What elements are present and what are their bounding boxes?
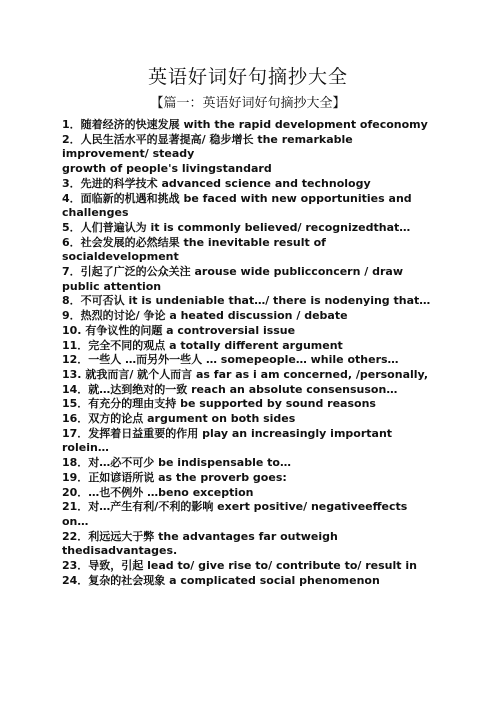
- text-line: 5．人们普遍认为 it is commonly believed/ recognizedthat…: [62, 220, 411, 234]
- text-line: growth of people's livingstandard: [62, 162, 272, 176]
- text-line: rolein…: [62, 441, 109, 455]
- text-line: 1．随着经济的快速发展 with the rapid development ofeconomy: [62, 118, 428, 131]
- text-line: 11．完全不同的观点 a totally different argument: [62, 338, 343, 352]
- text-line: 20．…也不例外 …beno exception: [62, 485, 254, 499]
- text-line: 14．就…达到绝对的一致 reach an absolute consensuson…: [62, 382, 398, 396]
- text-line: 2．人民生活水平的显著提高/ 稳步增长 the remarkable: [62, 132, 353, 146]
- text-line: 19．正如谚语所说 as the proverb goes:: [62, 470, 287, 484]
- text-line: 8．不可否认 it is undeniable that…/ there is nodenying that…: [62, 294, 431, 308]
- text-line: 3．先进的科学技术 advanced science and technology: [62, 176, 371, 190]
- text-line: 7．引起了广泛的公众关注 arouse wide publicconcern / draw: [62, 265, 403, 279]
- document-title: 英语好词好句摘抄大全: [147, 66, 348, 88]
- text-line: on…: [62, 514, 89, 528]
- text-line: 22．利远远大于弊 the advantages far outweigh: [62, 529, 338, 543]
- text-line: 12．一些人 …而另外一些人 … somepeople… while others…: [62, 353, 399, 367]
- text-line: 10. 有争议性的问题 a controversial issue: [62, 323, 296, 337]
- text-line: 4．面临新的机遇和挑战 be faced with new opportunities and: [62, 191, 412, 205]
- text-line: socialdevelopment: [62, 250, 179, 264]
- text-line: 18．对…必不可少 be indispensable to…: [62, 456, 291, 470]
- text-line: improvement/ steady: [62, 147, 195, 161]
- text-line: 15．有充分的理由支持 be supported by sound reasons: [62, 397, 376, 411]
- text-line: thedisadvantages.: [62, 544, 178, 558]
- text-line: 24．复杂的社会现象 a complicated social phenomenon: [62, 573, 380, 587]
- text-line: 21．对…产生有利/不利的影响 exert positive/ negativeeffects: [62, 500, 408, 514]
- phrase-list: [62, 118, 442, 589]
- text-line: 17．发挥着日益重要的作用 play an increasingly important: [62, 426, 393, 440]
- text-line: 23．导致，引起 lead to/ give rise to/ contribute to/ result in: [62, 559, 417, 573]
- section-heading: 【篇一：英语好词好句摘抄大全】: [150, 96, 346, 111]
- text-line: 6．社会发展的必然结果 the inevitable result of: [62, 235, 326, 249]
- text-line: challenges: [62, 206, 129, 220]
- text-line: 16．双方的论点 argument on both sides: [62, 412, 296, 426]
- text-line: public attention: [62, 279, 162, 293]
- text-line: 13. 就我而言/ 就个人而言 as far as i am concerned, /personally,: [62, 367, 429, 381]
- text-line: 9．热烈的讨论/ 争论 a heated discussion / debate: [62, 309, 348, 323]
